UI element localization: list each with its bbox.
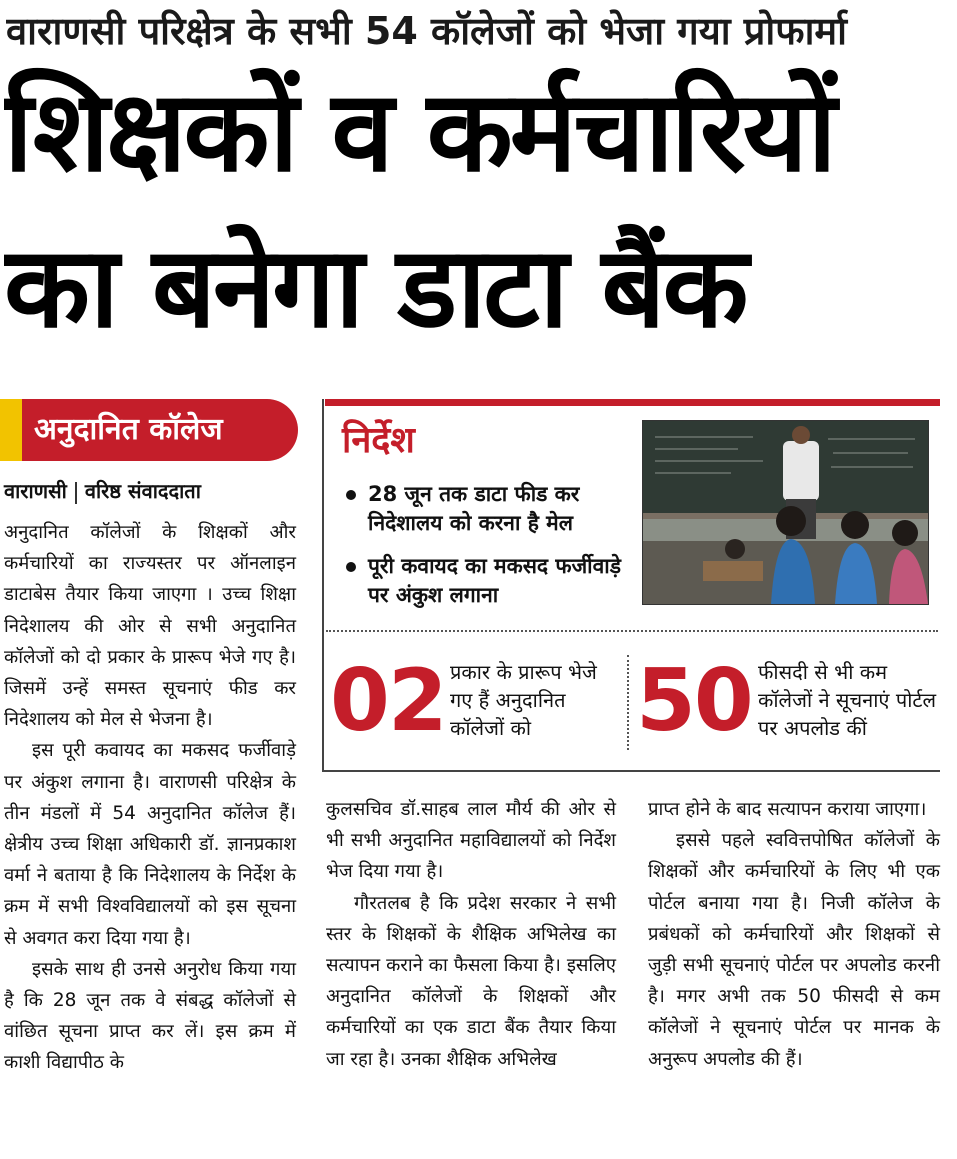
article-paragraph: इससे पहले स्ववित्तपोषित कॉलेजों के शिक्षकों और कर्मचारियों के लिए भी एक पोर्टल बनाया गया है। निजी कॉलेज के प्रबंधकों को कर्मचारियों और शिक्षकों से जुड़ी सभी सूचनाएं पोर्टल पर अपलोड करनी है। मगर अभी तक 50 फीसदी से कम कॉलेजों ने सूचनाएं पोर्टल पर मानक के अनुरूप अपलोड की हैं।	[648, 830, 940, 1070]
article-column-3	[648, 794, 940, 1075]
info-box-bullet: 28 जून तक डाटा फीड कर निदेशालय को करना है मेल	[338, 480, 633, 538]
article-column-2	[326, 794, 616, 1075]
article-paragraph: गौरतलब है कि प्रदेश सरकार ने सभी स्तर के शिक्षकों के शैक्षिक अभिलेख का सत्यापन कराने का फैसला किया है। इसलिए अनुदानित कॉलेजों के शिक्षकों और कर्मचारियों का एक डाटा बैंक तैयार किया जा रहा है। उनका शैक्षिक अभिलेख	[326, 892, 616, 1070]
article-column-1	[4, 517, 296, 1079]
info-box-top-rule	[325, 399, 940, 406]
section-tag-label: अनुदानित कॉलेज	[34, 412, 223, 447]
byline-place: वाराणसी	[4, 479, 67, 503]
info-box-bottom-rule	[322, 770, 940, 772]
kicker-headline: वाराणसी परिक्षेत्र के सभी 54 कॉलेजों को भेजा गया प्रोफार्मा	[6, 9, 847, 53]
byline-author: वरिष्ठ संवाददाता	[84, 479, 201, 503]
info-box-bullet: पूरी कवायद का मकसद फर्जीवाड़े पर अंकुश लगाना	[338, 552, 633, 610]
stat-number-formats: 02	[330, 651, 446, 751]
headline-line-2: का बनेगा डाटा बैंक	[4, 223, 746, 353]
headline-line-1: शिक्षकों व कर्मचारियों	[4, 67, 834, 197]
article-paragraph: इस पूरी कवायद का मकसद फर्जीवाड़े पर अंकुश लगाना है। वाराणसी परिक्षेत्र के तीन मंडलों में 54 अनुदानित कॉलेज हैं। क्षेत्रीय उच्च शिक्षा अधिकारी डॉ. ज्ञानप्रकाश वर्मा ने बताया है कि निदेशालय के निर्देश के क्रम में सभी विश्वविद्यालयों को इस सूचना से अवगत करा दिया गया है।	[4, 740, 296, 949]
stat-divider	[627, 655, 629, 750]
info-box-left-rule	[322, 399, 324, 771]
stat-text-percent: फीसदी से भी कम कॉलेजों ने सूचनाएं पोर्टल पर अपलोड कीं	[758, 660, 937, 740]
byline-separator	[75, 482, 77, 504]
classroom-photo	[642, 420, 929, 605]
section-tag-stripe	[0, 399, 22, 461]
article-paragraph: इसके साथ ही उनसे अनुरोध किया गया है कि 28 जून तक वे संबद्ध कॉलेजों से वांछित सूचना प्राप्त कर लें। इस क्रम में काशी विद्यापीठ के	[4, 958, 296, 1074]
article-paragraph: प्राप्त होने के बाद सत्यापन कराया जाएगा।	[648, 799, 927, 820]
article-paragraph: अनुदानित कॉलेजों के शिक्षकों और कर्मचारियों का राज्यस्तर पर ऑनलाइन डाटाबेस तैयार किया जाएगा । उच्च शिक्षा निदेशालय की ओर से सभी अनुदानित कॉलेजों को दो प्रकार के प्रारूप भेजे गए है। जिसमें उन्हें समस्त सूचनाएं फीड कर निदेशालय को मेल से भेजना है।	[4, 522, 296, 731]
article-paragraph: कुलसचिव डॉ.साहब लाल मौर्य की ओर से भी सभी अनुदानित महाविद्यालयों को निर्देश भेज दिया गया है।	[326, 799, 616, 883]
stat-text-formats: प्रकार के प्रारूप भेजे गए हैं अनुदानित कॉलेजों को	[450, 660, 597, 740]
info-box-divider	[326, 630, 938, 632]
classroom-photo-illustration	[643, 421, 928, 604]
section-tag	[0, 399, 298, 461]
info-box-bullets	[338, 480, 633, 624]
byline	[4, 475, 304, 507]
stat-number-percent: 50	[636, 651, 752, 751]
info-box-title: निर्देश	[342, 420, 415, 461]
